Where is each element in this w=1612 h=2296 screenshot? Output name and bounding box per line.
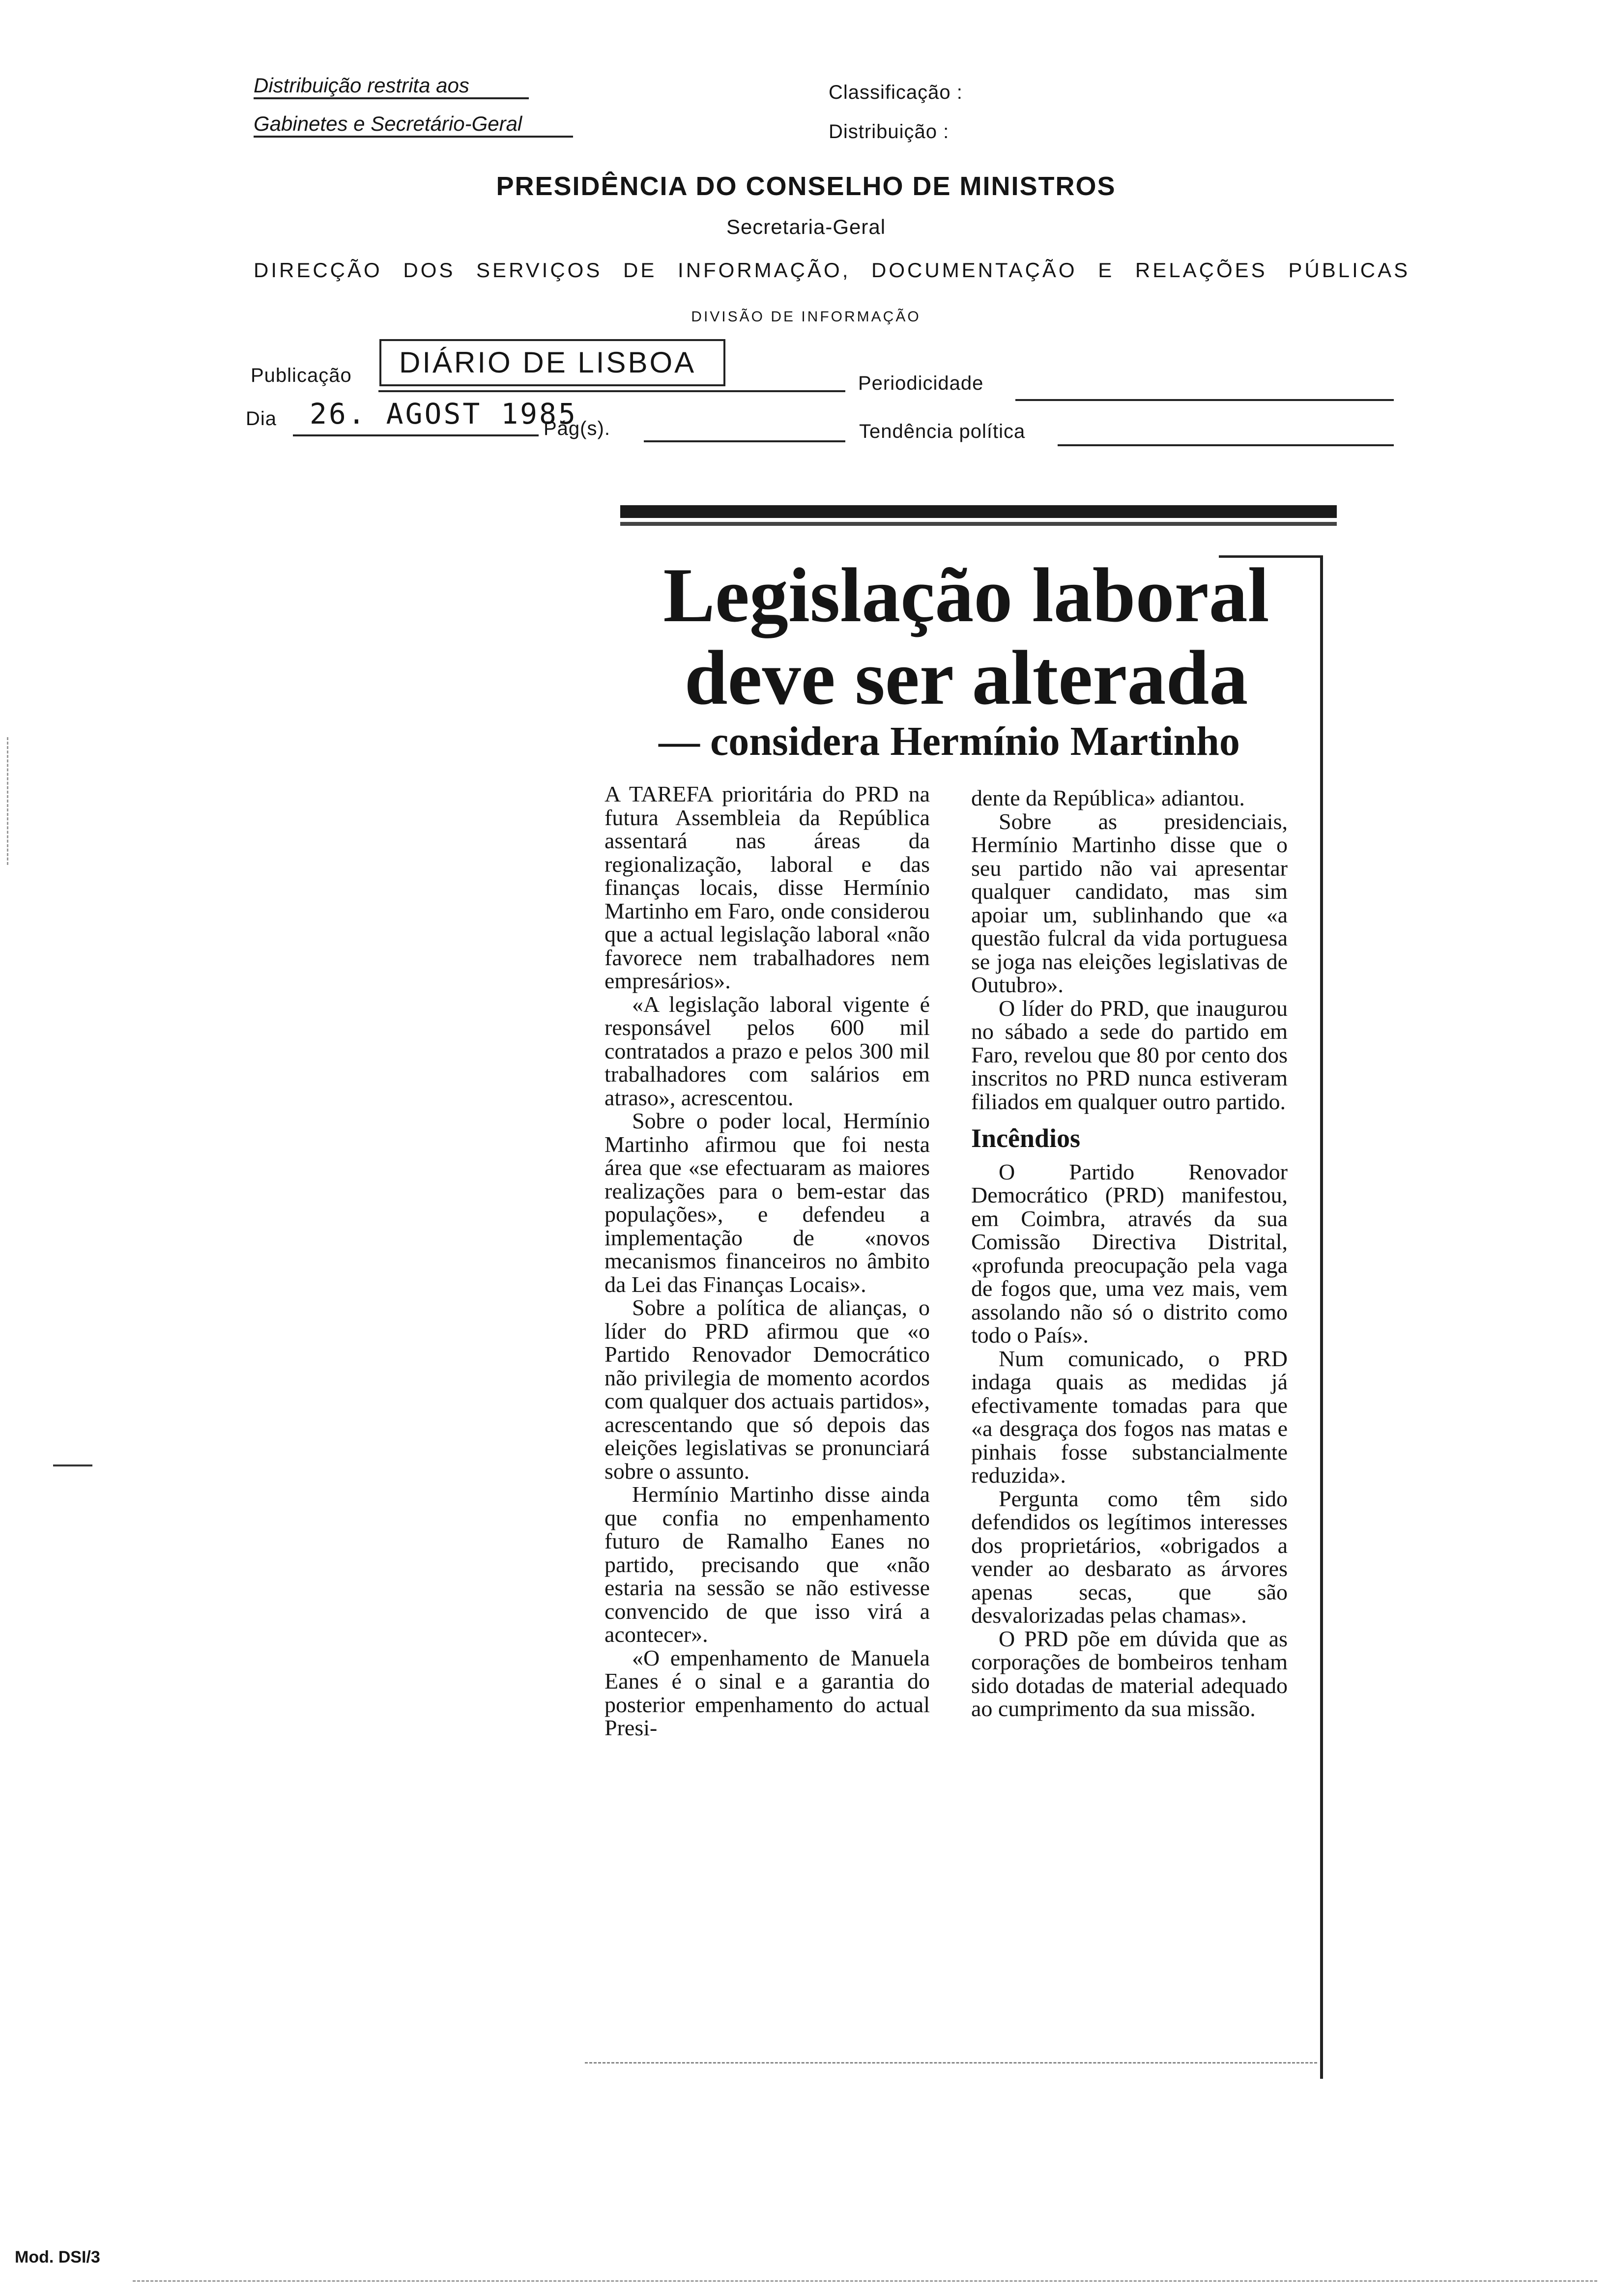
dia-label: Dia	[246, 408, 277, 430]
dia-value: 26. AGOST 1985	[310, 397, 577, 430]
publicacao-value: DIÁRIO DE LISBOA	[399, 346, 696, 379]
classificacao-label: Classificação :	[829, 82, 963, 103]
division-title: DIVISÃO DE INFORMAÇÃO	[691, 309, 921, 325]
periodicidade-field	[1015, 399, 1394, 401]
paragraph: Num comunicado, o PRD indaga quais as medidas já efectivamente tomadas para que «a desgraça dos fogos nas matas e pinhais fosse substancialmente reduzida».	[971, 1346, 1288, 1488]
publicacao-label: Publicação	[251, 365, 352, 386]
masthead-bar	[620, 505, 1337, 518]
paragraph: Pergunta como têm sido defendidos os legítimos interesses dos proprietários, «obrigados a vender ao desbarato as árvores apenas secas, que são desvalorizadas pelas chamas».	[971, 1486, 1288, 1628]
distribuicao-label: Distribuição :	[829, 121, 950, 143]
headline-line-2: deve ser alterada	[684, 635, 1248, 721]
paragraph: O PRD põe em dúvida que as corporações de bombeiros tenham sido dotadas de material adequado ao cumprimento da sua missão.	[971, 1626, 1288, 1721]
section-heading: Incêndios	[971, 1123, 1081, 1153]
pags-field	[644, 440, 845, 442]
paragraph: «O empenhamento de Manuela Eanes é o sinal e a garantia do posterior empenhamento do actual Presi-	[604, 1645, 930, 1740]
direction-title: DIRECÇÃO DOS SERVIÇOS DE INFORMAÇÃO, DOCUMENTAÇÃO E RELAÇÕES PÚBLICAS	[254, 258, 1410, 282]
headline-line-1: Legislação laboral	[663, 552, 1269, 638]
distribution-line-2: Gabinetes e Secretário-Geral	[254, 112, 573, 138]
paragraph: A TAREFA prioritária do PRD na futura Assembleia da República assentará nas áreas da regionalização, laboral e das finanças locais, disse Hermínio Martinho em Faro, onde considerou que a actual legislação laboral «não favorece nem trabalhadores nem empresários».	[604, 781, 930, 993]
paragraph: Hermínio Martinho disse ainda que confia no empenhamento futuro de Ramalho Eanes no partido, precisando que «não estaria na sessão se não estivesse convencido de que isso virá a acontecer».	[604, 1482, 930, 1647]
left-column	[604, 782, 930, 1740]
paragraph: Sobre a política de alianças, o líder do PRD afirmou que «o Partido Renovador Democrático não privilegia de momento acordos com qualquer dos actuais partidos», acrescentando que só depois das eleições legislativas se pronunciará sobre o assunto.	[604, 1295, 930, 1484]
right-column	[971, 786, 1288, 1721]
periodicidade-label: Periodicidade	[858, 373, 984, 394]
subhead: — considera Hermínio Martinho	[659, 718, 1240, 764]
publicacao-stamp	[379, 339, 725, 386]
form-model: Mod. DSI/3	[15, 2248, 100, 2267]
distribution-line-1: Distribuição restrita aos	[254, 74, 529, 99]
office-title: PRESIDÊNCIA DO CONSELHO DE MINISTROS	[496, 172, 1116, 201]
paragraph: O Partido Renovador Democrático (PRD) manifestou, em Coimbra, através da sua Comissão Directiva Distrital, «profunda preocupação pela vaga de fogos que, uma vez mais, vem assolando não só o distrito como todo o País».	[971, 1159, 1288, 1348]
tendencia-label: Tendência política	[859, 421, 1026, 442]
paragraph: Sobre as presidenciais, Hermínio Martinho disse que o seu partido não vai apresentar qualquer candidato, mas sim apoiar um, sublinhando que «a questão fulcral da vida portuguesa se joga nas eleições legislativas de Outubro».	[971, 808, 1288, 997]
paragraph: «A legislação laboral vigente é responsável pelos 600 mil contratados a prazo e pelos 300 mil trabalhadores com salários em atraso», acrescentou.	[604, 991, 930, 1110]
pags-label: Pág(s).	[544, 418, 610, 439]
paragraph: Sobre o poder local, Hermínio Martinho afirmou que foi nesta área que «se efectuaram as maiores realizações para o bem-estar das populações», e defendeu a implementação de «novos mecanismos financeiros no âmbito da Lei das Finanças Locais».	[604, 1108, 930, 1297]
paragraph: dente da República» adiantou.	[971, 785, 1245, 810]
clipping-border-right	[1320, 555, 1323, 2079]
tendencia-field	[1058, 444, 1394, 446]
paragraph: O líder do PRD, que inaugurou no sábado a sede do partido em Faro, revelou que 80 por cento dos inscritos no PRD nunca estiveram filiados em qualquer outro partido.	[971, 995, 1288, 1114]
secretariat: Secretaria-Geral	[726, 215, 886, 238]
